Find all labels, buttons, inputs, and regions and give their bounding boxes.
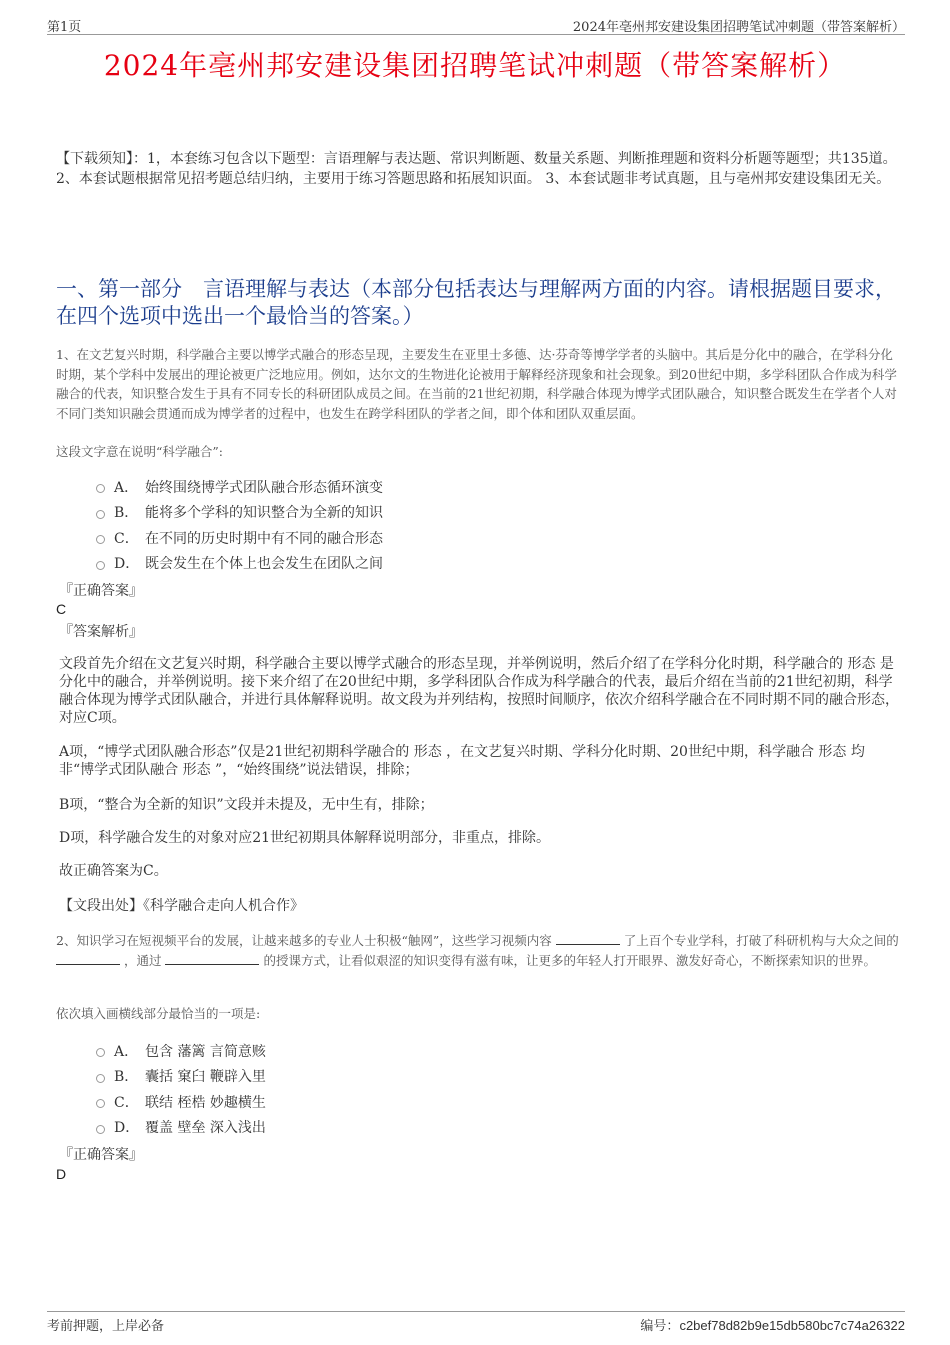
question-1-analysis-option-b: B项，“整合为全新的知识”文段并未提及，无中生有，排除； xyxy=(59,797,434,813)
option-text: 联结 桎梏 妙趣横生 xyxy=(145,1094,266,1111)
footer-slogan: 考前押题，上岸必备 xyxy=(47,1319,165,1334)
option-letter: A． xyxy=(114,479,139,496)
option-letter: D． xyxy=(114,556,140,573)
radio-button[interactable] xyxy=(96,561,105,570)
question-1-prompt: 这段文字意在说明“科学融合”: xyxy=(56,444,223,459)
option-letter: B． xyxy=(114,505,139,522)
option-text: 覆盖 壁垒 深入浅出 xyxy=(145,1120,266,1137)
section-heading: 一、第一部分 言语理解与表达（本部分包括表达与理解两方面的内容。请根据题目要求，在四个选项中选出一个最恰当的答案。） xyxy=(56,277,896,328)
radio-button[interactable] xyxy=(96,1125,105,1134)
question-2-answer-label: 『正确答案』 xyxy=(59,1147,143,1163)
document-title: 2024年亳州邦安建设集团招聘笔试冲刺题（带答案解析） xyxy=(103,49,847,82)
download-notice: 【下载须知】：1，本套练习包含以下题型：言语理解与表达题、常识判断题、数量关系题、判断推理题和资料分析题等题型；共135道。 2、本套试题根据常见招考题总结归纳，主要用于练习答题思路和拓展知识面。 3、本套试题非考试真题，且与亳州邦安建设集团无关。 xyxy=(56,151,897,187)
page-number: 第1页 xyxy=(47,20,82,35)
question-2-stem-part: ，通过 xyxy=(123,952,162,968)
question-2-option-c[interactable] xyxy=(96,1089,596,1115)
option-text: 能将多个学科的知识整合为全新的知识 xyxy=(145,505,383,522)
question-2-option-b[interactable] xyxy=(96,1064,596,1090)
question-1-option-c[interactable] xyxy=(96,525,596,551)
question-2-stem-part: 的授课方式，让看似艰涩的知识变得有滋有味，让更多的年轻人打开眼界、激发好奇心，不断探索知识的世界。 xyxy=(263,952,876,968)
radio-button[interactable] xyxy=(96,535,105,544)
radio-button[interactable] xyxy=(96,484,105,493)
fill-blank-2 xyxy=(56,952,120,965)
radio-button[interactable] xyxy=(96,1099,105,1108)
question-1-analysis-option-d: D项，科学融合发生的对象对应21世纪初期具体解释说明部分，非重点，排除。 xyxy=(59,830,551,846)
radio-button[interactable] xyxy=(96,510,105,519)
question-1-analysis-paragraph: 文段首先介绍在文艺复兴时期，科学融合主要以博学式融合的形态呈现，并举例说明，然后介绍了在学科分化时期，科学融合的 形态 是分化中的融合，并举例说明。接下来介绍了在20世纪中期，多学科团队合作成为科学融合的代表，最后介绍在当前的21世纪初期，科学融合体现为博学式团队融合，并进行具体解释说明。故文段为并列结构，按照时间顺序，依次介绍科学融合在不同时期不同的融合形态，对应C项。 xyxy=(59,656,899,726)
question-2-stem-part: 2、知识学习在短视频平台的发展，让越来越多的专业人士积极“触网”，这些学习视频内容 xyxy=(56,933,552,948)
option-letter: C． xyxy=(114,530,139,547)
option-letter: A． xyxy=(114,1043,139,1060)
question-1-answer: C xyxy=(56,601,67,617)
option-letter: C． xyxy=(114,1094,139,1111)
option-text: 囊括 窠臼 鞭辟入里 xyxy=(145,1069,266,1086)
question-2-stem xyxy=(56,931,901,970)
question-2-option-a[interactable] xyxy=(96,1038,596,1064)
fill-blank-1 xyxy=(556,932,620,945)
question-1-option-a[interactable] xyxy=(96,474,596,500)
option-text: 既会发生在个体上也会发生在团队之间 xyxy=(145,556,383,573)
question-2-option-d[interactable] xyxy=(96,1115,596,1141)
question-1-option-b[interactable] xyxy=(96,500,596,526)
page-footer xyxy=(47,1311,905,1332)
fill-blank-3 xyxy=(165,952,259,965)
question-1-options xyxy=(96,474,596,576)
question-1-option-d[interactable] xyxy=(96,551,596,577)
option-text: 始终围绕博学式团队融合形态循环演变 xyxy=(145,479,383,496)
radio-button[interactable] xyxy=(96,1048,105,1057)
question-1-answer-label: 『正确答案』 xyxy=(59,583,143,599)
question-2-stem-part: 了上百个专业学科，打破了科研机构与大众之间的 xyxy=(623,933,899,948)
question-2-options xyxy=(96,1038,596,1140)
question-1-analysis-conclusion: 故正确答案为C。 xyxy=(59,863,168,879)
question-1-analysis-option-a: A项，“博学式团队融合形态”仅是21世纪初期科学融合的 形态 ，在文艺复兴时期、学科分化时期、20世纪中期，科学融合 形态 均非“博学式团队融合 形态 ”，“始终围绕”说法错误，排除； xyxy=(59,744,865,778)
radio-button[interactable] xyxy=(96,1074,105,1083)
option-letter: D． xyxy=(114,1120,140,1137)
option-text: 在不同的历史时期中有不同的融合形态 xyxy=(145,530,383,547)
question-2-answer: D xyxy=(56,1166,67,1182)
question-1-stem: 1、在文艺复兴时期，科学融合主要以博学式融合的形态呈现，主要发生在亚里士多德、达·芬奇等博学学者的头脑中。其后是分化中的融合，在学科分化时期，某个学科中发展出的理论被更广泛地应用。例如，达尔文的生物进化论被用于解释经济现象和社会现象。到20世纪中期，多学科团队合作成为科学融合的代表，知识整合发生于具有不同专长的科研团队成员之间。在当前的21世纪初期，科学融合体现为博学式团队融合，知识整合既发生在学者个人对不同门类知识融会贯通而成为博学者的过程中，也发生在跨学科团队的学者之间，即个体和团队双重层面。 xyxy=(56,347,897,421)
document-code xyxy=(640,1315,905,1334)
code-label: 编号： xyxy=(640,1319,680,1334)
question-2-prompt: 依次填入画横线部分最恰当的一项是: xyxy=(56,1006,261,1021)
question-1-analysis-label: 『答案解析』 xyxy=(59,624,143,640)
option-text: 包含 藩篱 言简意赅 xyxy=(145,1043,266,1060)
option-letter: B． xyxy=(114,1069,139,1086)
header-doc-title: 2024年亳州邦安建设集团招聘笔试冲刺题（带答案解析） xyxy=(572,20,905,35)
question-1-source: 【文段出处】《科学融合走向人机合作》 xyxy=(59,898,304,914)
page-header xyxy=(47,14,905,35)
code-value: c2bef78d82b9e15db580bc7c74a26322 xyxy=(679,1318,905,1333)
